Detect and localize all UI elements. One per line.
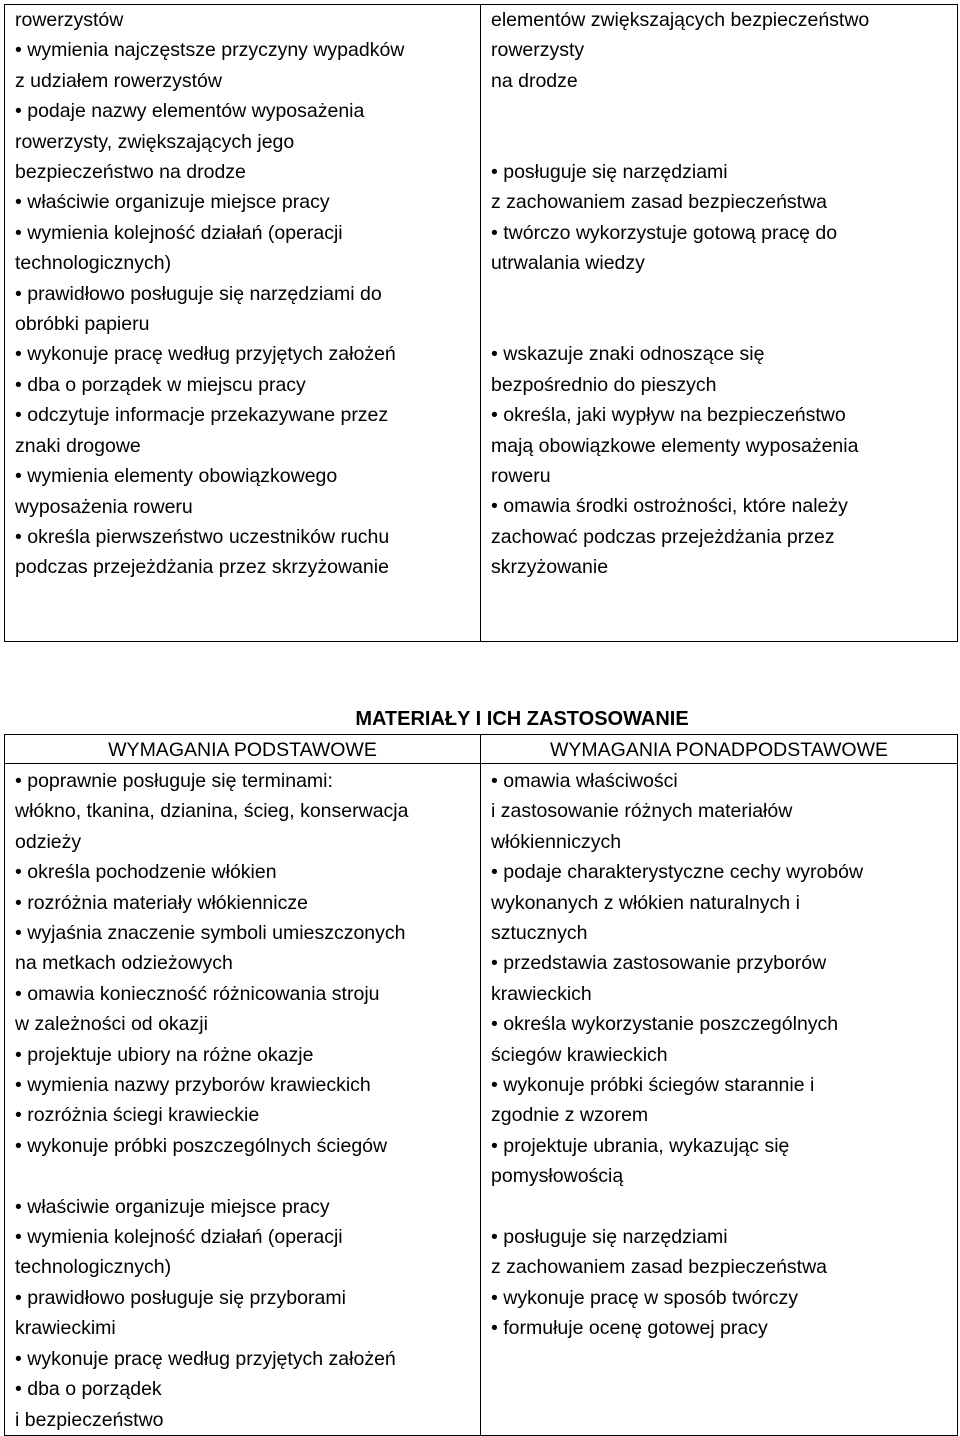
text-line: • wymienia kolejność działań (operacji: [15, 1226, 343, 1249]
text-line: zachować podczas przejeżdżania przez: [491, 525, 835, 548]
text-line: • wymienia najczęstsze przyczyny wypadków: [15, 39, 405, 62]
text-line: • dba o porządek w miejscu pracy: [15, 373, 306, 396]
text-line: • wykonuje pracę w sposób twórczy: [491, 1286, 799, 1309]
spacer: [491, 96, 957, 126]
text-line: • wykonuje pracę według przyjętych założeń: [15, 1347, 396, 1370]
text-line: • omawia konieczność różnicowania stroju: [15, 982, 380, 1005]
top-advanced-cell: [481, 5, 958, 642]
text-line: i zastosowanie różnych materiałów: [491, 800, 793, 823]
materials-requirements-table: [4, 734, 958, 1436]
text-line: rowerzysty: [491, 39, 585, 62]
spacer: [491, 309, 957, 339]
top-advanced-list-2: [491, 157, 957, 279]
text-line: roweru: [491, 465, 551, 488]
text-line: skrzyżowanie: [491, 556, 609, 579]
text-line: zgodnie z wzorem: [491, 1104, 649, 1127]
materials-basic-list-2: [15, 1192, 480, 1435]
text-line: • poprawnie posługuje się terminami:: [15, 770, 333, 792]
text-line: • projektuje ubrania, wykazując się: [491, 1134, 790, 1157]
text-line: wyposażenia roweru: [15, 495, 193, 518]
text-line: • posługuje się narzędziami: [491, 1226, 728, 1249]
text-line: bezpieczeństwo na drodze: [15, 161, 246, 184]
text-line: • dba o porządek: [15, 1378, 162, 1401]
text-line: • określa wykorzystanie poszczególnych: [491, 1013, 839, 1036]
text-line: znaki drogowe: [15, 434, 141, 457]
top-advanced-list-3: [491, 339, 957, 582]
materials-advanced-list-1: [491, 766, 957, 1192]
materials-advanced-list-2: [491, 1222, 957, 1344]
text-line: rowerzysty, zwiększających jego: [15, 130, 295, 153]
text-line: obróbki papieru: [15, 313, 150, 336]
text-line: krawieckich: [491, 982, 592, 1005]
text-line: • formułuje ocenę gotowej pracy: [491, 1317, 768, 1340]
text-line: • określa pierwszeństwo uczestników ruchu: [15, 525, 390, 548]
text-line: i bezpieczeństwo: [15, 1408, 164, 1431]
text-line: na metkach odzieżowych: [15, 952, 233, 975]
text-line: podczas przejeżdżania przez skrzyżowanie: [15, 556, 389, 579]
materials-advanced-cell: [481, 764, 958, 1436]
text-line: w zależności od okazji: [15, 1013, 208, 1036]
text-line: odzieży: [15, 830, 82, 853]
text-line: • podaje charakterystyczne cechy wyrobów: [491, 861, 864, 884]
text-line: bezpośrednio do pieszych: [491, 373, 717, 396]
materials-basic-cell: [5, 764, 481, 1436]
text-line: • twórczo wykorzystuje gotową pracę do: [491, 221, 838, 244]
text-line: • posługuje się narzędziami: [491, 161, 728, 183]
text-line: włókienniczych: [491, 830, 622, 853]
text-line: • wymienia elementy obowiązkowego: [15, 465, 338, 488]
text-line: mają obowiązkowe elementy wyposażenia: [491, 434, 859, 457]
text-line: na drodze: [491, 69, 578, 92]
text-line: z zachowaniem zasad bezpieczeństwa: [491, 1256, 828, 1279]
materials-basic-list-1: [15, 766, 480, 1161]
text-line: • wyjaśnia znaczenie symboli umieszczonych: [15, 922, 406, 945]
text-line: technologicznych): [15, 252, 172, 275]
top-requirements-table: [4, 4, 958, 642]
text-line: • prawidłowo posługuje się narzędziami do: [15, 282, 382, 305]
text-line: rowerzystów: [15, 9, 124, 31]
section-title: MATERIAŁY I ICH ZASTOSOWANIE: [355, 708, 689, 730]
text-line: • wskazuje znaki odnoszące się: [491, 343, 765, 366]
text-line: z udziałem rowerzystów: [15, 69, 222, 92]
text-line: pomysłowością: [491, 1165, 624, 1188]
top-advanced-list-1: [491, 5, 957, 96]
top-basic-list: [15, 5, 480, 583]
text-line: • właściwie organizuje miejsce pracy: [15, 1195, 330, 1218]
top-basic-cell: [5, 5, 481, 642]
text-line: technologicznych): [15, 1256, 172, 1279]
spacer: [15, 1161, 480, 1191]
spacer: [491, 1192, 957, 1222]
text-line: sztucznych: [491, 922, 588, 945]
column-header-advanced: WYMAGANIA PONADPODSTAWOWE: [481, 735, 958, 764]
text-line: • określa, jaki wypływ na bezpieczeństwo: [491, 404, 846, 427]
text-line: wykonanych z włókien naturalnych i: [491, 891, 800, 914]
text-line: • projektuje ubiory na różne okazje: [15, 1043, 314, 1066]
text-line: • rozróżnia ściegi krawieckie: [15, 1104, 260, 1127]
column-header-basic: WYMAGANIA PODSTAWOWE: [5, 735, 481, 764]
text-line: • wykonuje próbki ściegów starannie i: [491, 1074, 815, 1097]
text-line: • przedstawia zastosowanie przyborów: [491, 952, 827, 975]
text-line: • wymienia nazwy przyborów krawieckich: [15, 1074, 371, 1097]
text-line: elementów zwiększających bezpieczeństwo: [491, 9, 870, 31]
text-line: • omawia środki ostrożności, które należy: [491, 495, 848, 518]
text-line: włókno, tkanina, dzianina, ścieg, konserwacja: [15, 800, 409, 823]
text-line: • wymienia kolejność działań (operacji: [15, 221, 343, 244]
text-line: z zachowaniem zasad bezpieczeństwa: [491, 191, 828, 214]
spacer: [491, 279, 957, 309]
text-line: • rozróżnia materiały włókiennicze: [15, 891, 308, 914]
spacer: [491, 127, 957, 157]
text-line: • prawidłowo posługuje się przyborami: [15, 1286, 346, 1309]
text-line: • właściwie organizuje miejsce pracy: [15, 191, 330, 214]
text-line: ściegów krawieckich: [491, 1043, 668, 1066]
text-line: • odczytuje informacje przekazywane przez: [15, 404, 389, 427]
text-line: utrwalania wiedzy: [491, 252, 645, 275]
text-line: • podaje nazwy elementów wyposażenia: [15, 100, 365, 123]
text-line: krawieckimi: [15, 1317, 116, 1340]
text-line: • omawia właściwości: [491, 770, 678, 792]
text-line: • określa pochodzenie włókien: [15, 861, 277, 884]
text-line: • wykonuje pracę według przyjętych założeń: [15, 343, 396, 366]
text-line: • wykonuje próbki poszczególnych ściegów: [15, 1134, 388, 1157]
